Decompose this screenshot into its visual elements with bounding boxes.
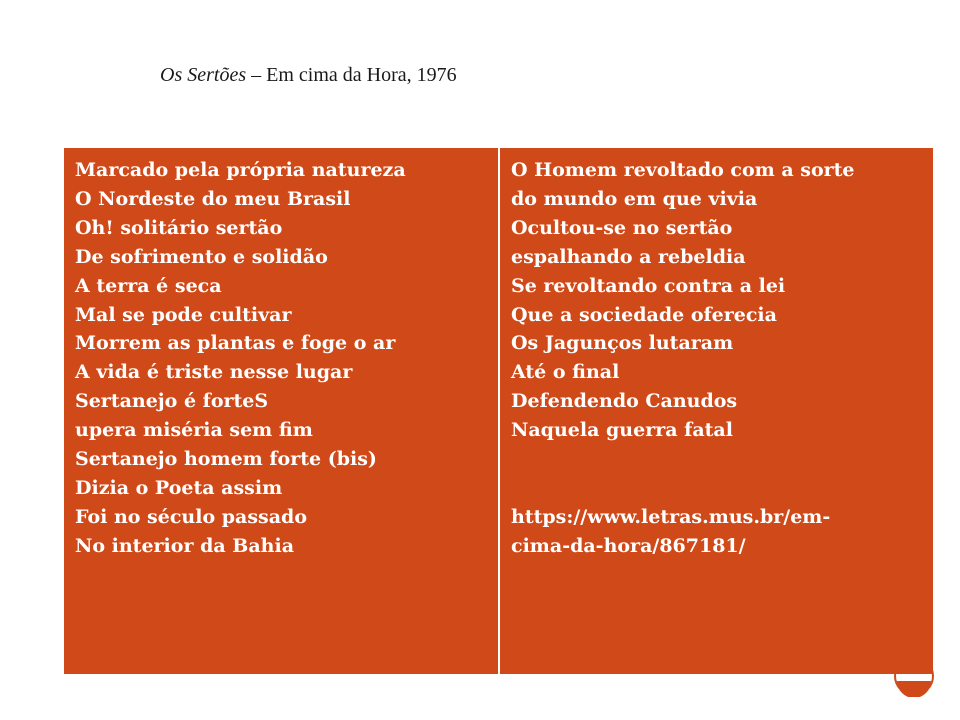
- lyric-line: Defendendo Canudos: [511, 390, 738, 413]
- lyrics-table: [63, 147, 934, 675]
- lyric-line: Dizia o Poeta assim: [75, 476, 283, 499]
- lyric-line: O Nordeste do meu Brasil: [75, 187, 351, 210]
- lyric-line: do mundo em que vivia: [511, 187, 758, 210]
- lyric-line: Naquela guerra fatal: [511, 419, 733, 442]
- title-subtitle: – Em cima da Hora, 1976: [246, 64, 457, 86]
- lyric-line: Sertanejo homem forte (bis): [75, 448, 377, 471]
- lyrics-left-column: [64, 148, 500, 674]
- lyric-line: Que a sociedade oferecia: [511, 303, 777, 326]
- lyrics-spacer: [511, 445, 933, 503]
- slide-title: [160, 64, 457, 87]
- lyric-line: espalhando a rebeldia: [511, 245, 746, 268]
- lyric-line: Se revoltando contra a lei: [511, 274, 786, 297]
- title-song-name: Os Sertões: [160, 64, 247, 86]
- lyric-line: A vida é triste nesse lugar: [75, 361, 353, 384]
- lyrics-right-column: [500, 148, 933, 674]
- lyric-line: Morrem as plantas e foge o ar: [75, 332, 396, 355]
- lyric-line: Os Jagunços lutaram: [511, 332, 734, 355]
- lyric-line: O Homem revoltado com a sorte: [511, 159, 855, 181]
- decorative-circle-icon: [893, 655, 935, 697]
- lyric-line: Ocultou-se no sertão: [511, 216, 733, 239]
- lyric-line: Até o final: [511, 361, 620, 384]
- lyric-line: No interior da Bahia: [75, 534, 295, 557]
- lyric-line: Foi no século passado: [75, 505, 307, 528]
- lyric-line: Sertanejo é forteS: [75, 390, 269, 413]
- lyric-line: De sofrimento e solidão: [75, 245, 328, 268]
- lyric-line: Marcado pela própria natureza: [75, 159, 406, 181]
- lyric-line: upera miséria sem fim: [75, 419, 313, 442]
- source-link-line[interactable]: cima-da-hora/867181/: [511, 534, 746, 557]
- lyric-line: Mal se pode cultivar: [75, 303, 292, 326]
- lyric-line: Oh! solitário sertão: [75, 216, 283, 239]
- lyric-line: A terra é seca: [75, 274, 222, 297]
- source-link-line[interactable]: https://www.letras.mus.br/em-: [511, 505, 831, 528]
